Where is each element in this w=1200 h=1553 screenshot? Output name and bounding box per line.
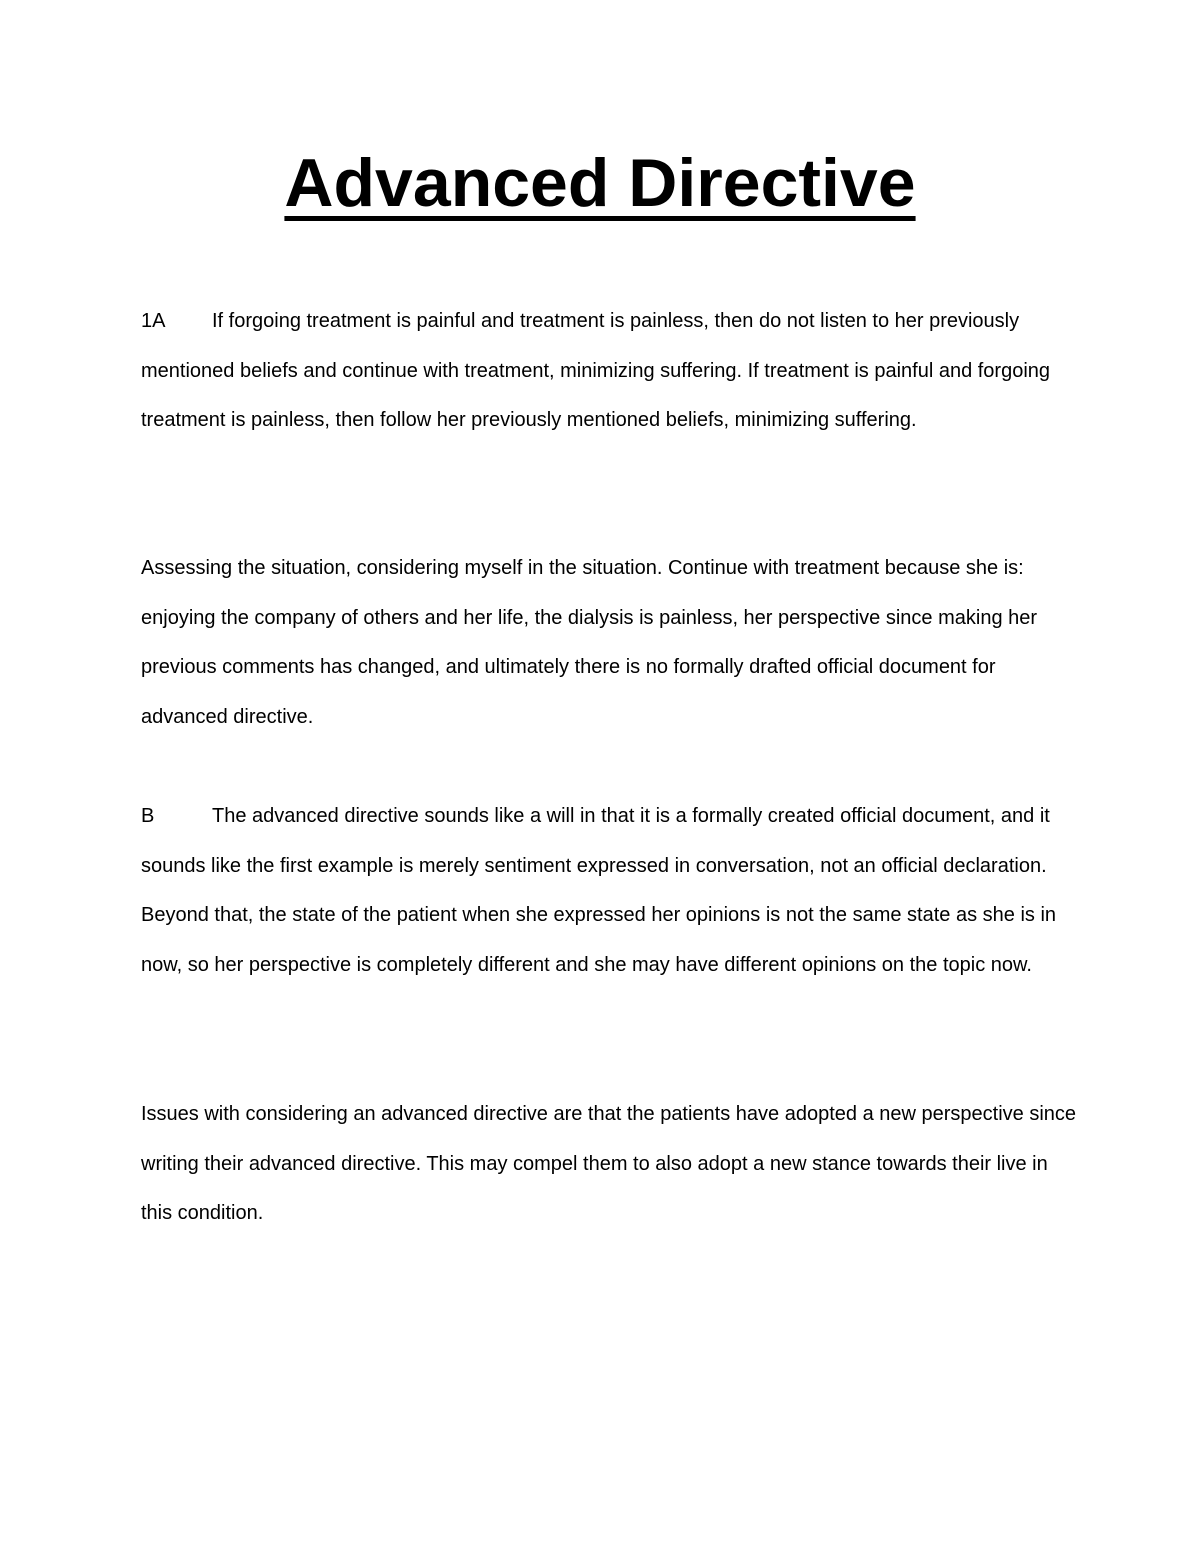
paragraph-text: Issues with considering an advanced directive are that the patients have adopted a new perspective since writing their advanced directive. This may compel them to also adopt a new stance towards their live in this condition.: [141, 1103, 1077, 1224]
document-title-text: Advanced Directive: [284, 145, 916, 221]
paragraph-issues: [141, 1090, 1081, 1239]
paragraph-assessment: [141, 544, 1081, 742]
paragraph-text: If forgoing treatment is painful and treatment is painless, then do not listen to her previously mentioned beliefs and continue with treatment, minimizing suffering. If treatment is painful and forgoing treatment is painless, then follow her previously mentioned beliefs, minimizing suffering.: [141, 310, 1051, 431]
paragraph-text: The advanced directive sounds like a will in that it is a formally created official document, and it sounds like the first example is merely sentiment expressed in conversation, not an official declaration. Beyond that, the state of the patient when she expressed her opinions is not the same state as she is in now, so her perspective is completely different and she may have different opinions on the topic now.: [141, 805, 1057, 976]
paragraph-1a: [141, 297, 1081, 446]
paragraph-b: [141, 792, 1081, 990]
paragraph-marker: B: [141, 805, 155, 827]
paragraph-text: Assessing the situation, considering myself in the situation. Continue with treatment because she is: enjoying the company of others and her life, the dialysis is painless, her perspective since making her previous comments has changed, and ultimately there is no formally drafted official document for advanced directive.: [141, 557, 1038, 728]
document-title: [0, 138, 1200, 228]
paragraph-marker: 1A: [141, 310, 166, 332]
